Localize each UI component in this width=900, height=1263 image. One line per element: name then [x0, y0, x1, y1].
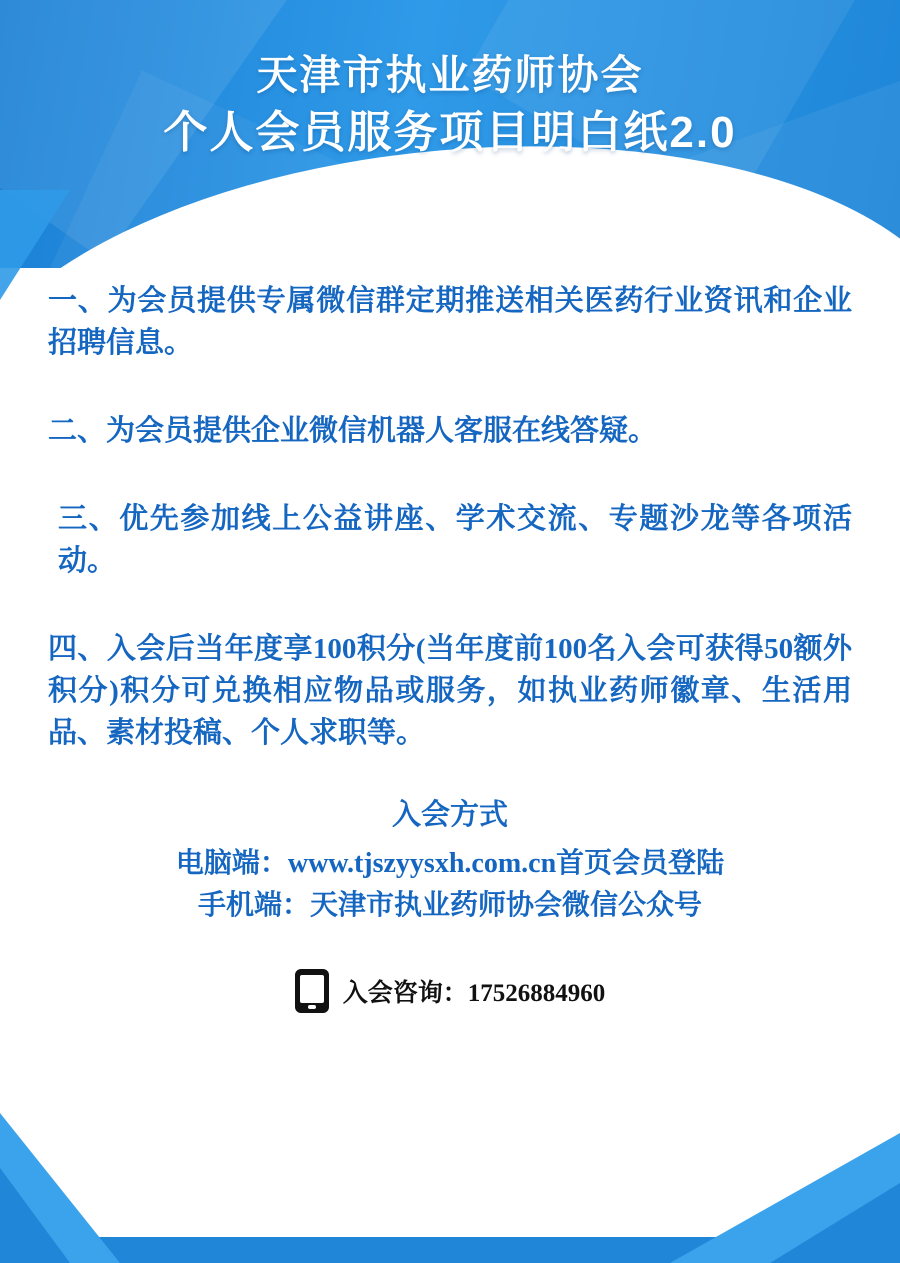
right-bottom-decor-2 [770, 1183, 900, 1263]
contact-row [48, 969, 852, 1013]
join-mobile-line: 手机端：天津市执业药师协会微信公众号 [197, 890, 702, 922]
title-line-2: 个人会员服务项目明白纸2.0 [163, 108, 737, 158]
mobile-phone-icon [295, 969, 329, 1013]
contact-text: 入会咨询：17526884960 [342, 980, 606, 1008]
service-item-3: 三、优先参加线上公益讲座、学术交流、专题沙龙等各项活动。 [58, 503, 852, 578]
join-title: 入会方式 [391, 799, 508, 832]
service-item-2: 二、为会员提供企业微信机器人客服在线答疑。 [48, 415, 658, 448]
title-line-1: 天津市执业药师协会 [256, 52, 644, 98]
content-area [0, 280, 900, 1013]
join-section [48, 792, 852, 927]
left-bottom-decor-2 [0, 1168, 70, 1263]
service-item-1: 一、为会员提供专属微信群定期推送相关医药行业资讯和企业招聘信息。 [48, 285, 852, 360]
join-pc-line: 电脑端：www.tjszyysxh.com.cn首页会员登陆 [175, 848, 725, 880]
page-title [0, 48, 900, 163]
service-item-4: 四、入会后当年度享100积分(当年度前100名入会可获得50额外积分)积分可兑换相应物品或服务，如执业药师徽章、生活用品、素材投稿、个人求职等。 [48, 633, 852, 750]
